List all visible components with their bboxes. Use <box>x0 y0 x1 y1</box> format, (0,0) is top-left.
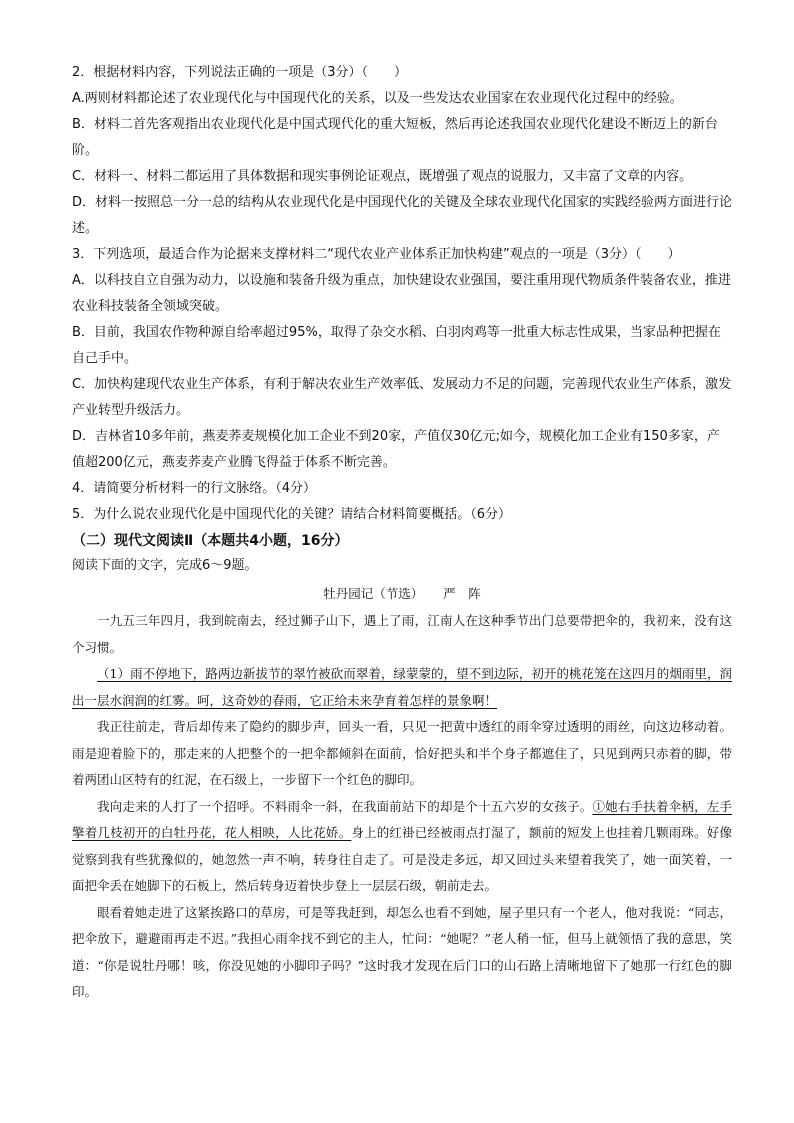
option-b: B．材料二首先客观指出农业现代化是中国式现代化的重大短板，然后再论述我国农业现代化建设不断迈上的新台阶。 <box>72 117 718 158</box>
section-instruction: 阅读下面的文字，完成6～9题。 <box>72 558 258 573</box>
story-title: 牡丹园记（节选） <box>323 586 424 601</box>
document-page <box>72 60 732 1006</box>
option-d: D．吉林省10多年前，燕麦荞麦规模化加工企业不到20家，产值仅30亿元;如今，规模化加工企业有150多家，产值超200亿元，燕麦荞麦产业腾飞得益于体系不断完善。 <box>72 429 720 470</box>
question-5: 5．为什么说农业现代化是中国现代化的关键？请结合材料简要概括。（6分） <box>72 507 512 522</box>
option-c: C．加快构建现代农业生产体系，有利于解决农业生产效率低、发展动力不足的问题，完善现代农业生产体系，激发产业转型升级活力。 <box>72 377 732 418</box>
question-3 <box>72 242 732 476</box>
story-paragraph-1: 一九五三年四月，我到皖南去，经过狮子山下，遇上了雨，江南人在这种季节出门总要带把伞的，我初来，没有这个习惯。 <box>72 613 732 655</box>
paragraph-text: 身上的红褂已经被雨点打湿了，额前的短发上也挂着几颗雨珠。好像觉察到我有些犹豫似的，她忽然一声不响，转身往自走了。可是没走多远，却又回过头来望着我笑了，她一面笑着，一面把伞丢在她脚下的石板上，然后转身迈着快步登上一层层石级，朝前走去。 <box>72 825 732 893</box>
option-d: D．材料一按照总一分一总的结构从农业现代化是中国现代化的关键及全球农业现代化国家的实践经验两方面进行论述。 <box>72 195 733 236</box>
story-paragraph-5: 眼看着她走进了这紧挨路口的草房，可是等我赶到，却怎么也看不到她，屋子里只有一个老人，他对我说：“同志，把伞放下，避避雨再走不迟。”我担心雨伞找不到它的主人，忙问：“她呢？”老人稍一怔，但马上就领悟了我的意思，笑道：“你是说牡丹哪！咳，你没见她的小脚印子吗？”这时我才发现在后门口的山石路上清晰地留下了她那一行红色的脚印。 <box>72 904 732 999</box>
section-title: （二）现代文阅读Ⅱ（本题共4小题，16分） <box>72 533 349 549</box>
story-heading <box>72 580 732 608</box>
story-paragraph-4 <box>72 794 732 900</box>
story-author: 严 阵 <box>443 586 481 601</box>
question-4: 4．请简要分析材料一的行文脉络。（4分） <box>72 481 317 496</box>
question-stem: 2．根据材料内容，下列说法正确的一项是（3分）（ ） <box>72 65 408 80</box>
story-paragraph-3: 我正往前走，背后却传来了隐约的脚步声，回头一看，只见一把黄中透红的雨伞穿过透明的雨丝，向这边移动着。雨是迎着脸下的，那走来的人把整个的一把伞都倾斜在面前，恰好把头和半个身子都遮住了，只见到两只赤着的脚，带着两团山区特有的红泥，在石级上，一步留下一个红色的脚印。 <box>72 719 732 787</box>
paragraph-text: 我向走来的人打了一个招呼。不料雨伞一斜，在我面前站下的却是个十五六岁的女孩子。 <box>97 798 593 814</box>
question-stem: 3．下列选项，最适合作为论据来支撑材料二“现代农业产业体系正加快构建”观点的一项是（3分）（ ） <box>72 247 681 262</box>
option-b: B．目前，我国农作物种源自给率超过95%，取得了杂交水稻、白羽肉鸡等一批重大标志性成果，当家品种把握在自己手中。 <box>72 325 721 366</box>
underlined-sentence-1: ①她右手扶着伞柄，左手擎着几枝初开的白牡丹花，花人相映，人比花娇。 <box>72 798 732 840</box>
option-a: A．以科技自立自强为动力，以设施和装备升级为重点，加快建设农业强国，要注重用现代物质条件装备农业，推进农业科技装备全领域突破。 <box>72 273 731 314</box>
story-paragraph-2: （1）雨不停地下，路两边新拔节的翠竹被砍而翠着，绿蒙蒙的，望不到边际，初开的桃花笼在这四月的烟雨里，润出一层水润润的红雾。呵，这奇妙的春雨，它正给未来孕育着怎样的景象啊！ <box>72 666 732 708</box>
question-2 <box>72 60 732 242</box>
option-a: A.两则材料都论述了农业现代化与中国现代化的关系，以及一些发达农业国家在农业现代化过程中的经验。 <box>72 91 683 106</box>
option-c: C．材料一、材料二都运用了具体数据和现实事例论证观点，既增强了观点的说服力，又丰富了文章的内容。 <box>72 169 693 184</box>
